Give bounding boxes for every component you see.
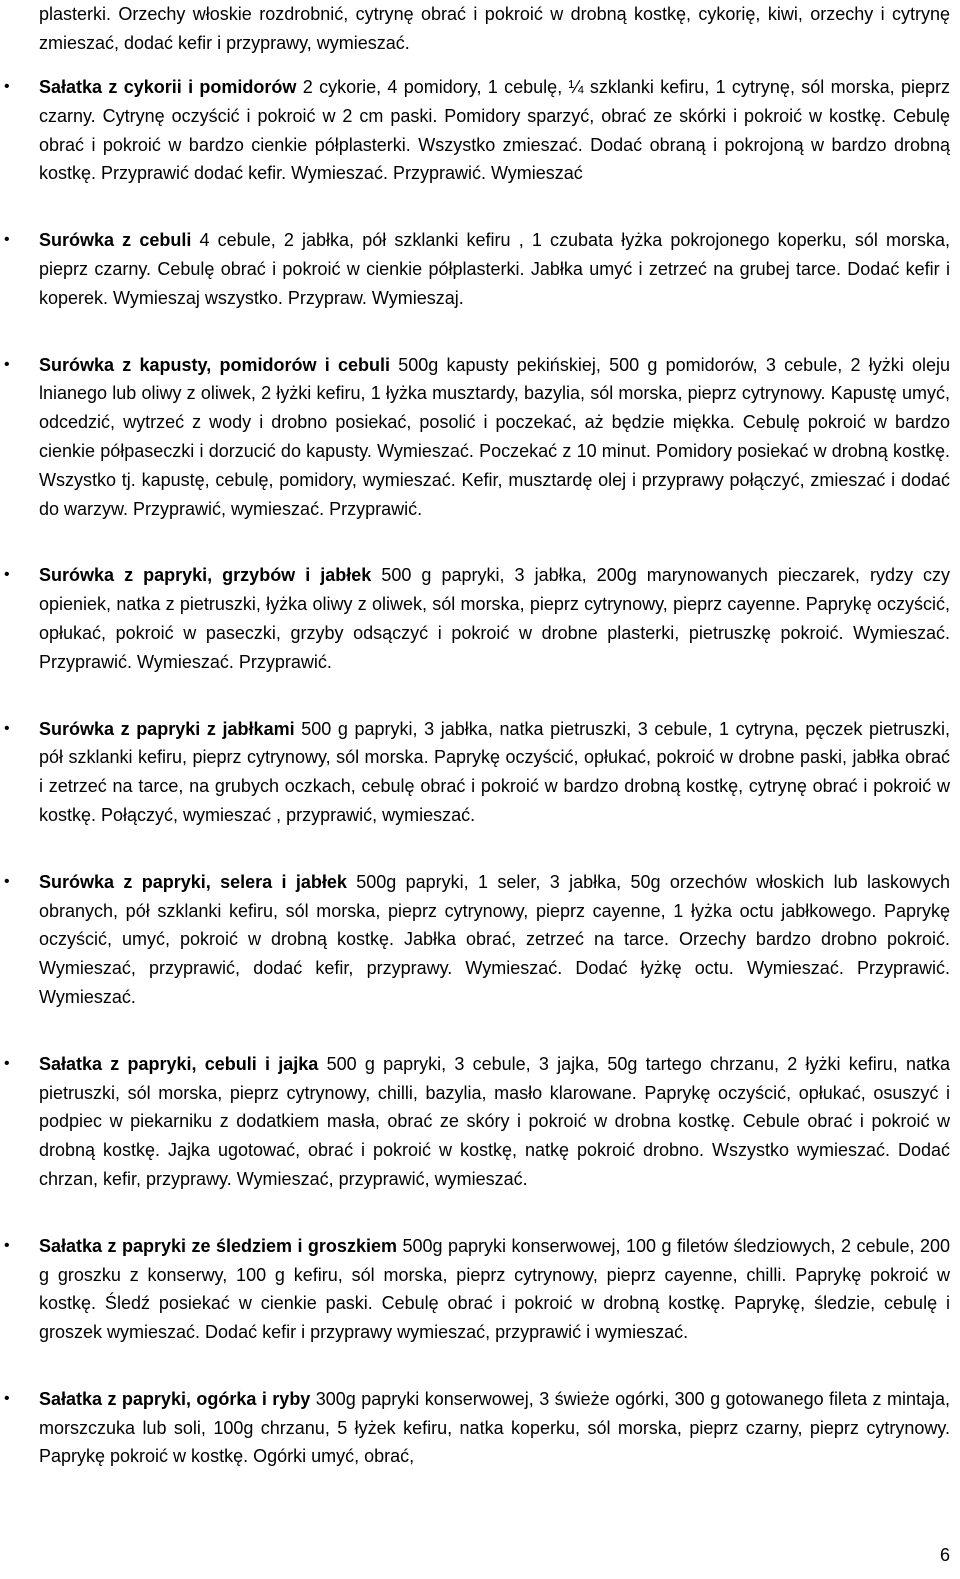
recipe-title: Sałatka z papryki ze śledziem i groszkiem — [39, 1235, 397, 1256]
bullet-icon: • — [4, 355, 10, 373]
intro-paragraph: plasterki. Orzechy włoskie rozdrobnić, cytrynę obrać i pokroić w drobną kostkę, cykorię, kiwi, orzechy i cytrynę zmieszać, dodać kefir i przyprawy, wymieszać. — [39, 4, 950, 53]
bullet-icon: • — [4, 231, 10, 249]
recipe-body: 500g kapusty pekińskiej, 500 g pomidorów, 3 cebule, 2 łyżki oleju lnianego lub oliwy z oliwek, 2 łyżki kefiru, 1 łyżka musztardy, bazylia, sól morska, pieprz cytrynowy. Kapustę umyć, odcedzić, wytrzeć z wody i drobno posiekać, posolić i poczekać, aż będzie miękka. Cebulę pokroić w bardzo cienkie półpaseczki i dorzucić do kapusty. Wymieszać. Poczekać z 10 minut. Pomidory posiekać w drobną kostkę. Wszystko tj. kapustę, cebulę, pomidory, wymieszać. Kefir, musztardę olej i przyprawy połączyć, zmieszać i dodać do warzyw. Przyprawić, wymieszać. Przyprawić. — [39, 354, 950, 519]
bullet-icon: • — [4, 1236, 10, 1254]
recipe-body: 500g papryki, 1 seler, 3 jabłka, 50g orzechów włoskich lub laskowych obranych, pół szklanki kefiru, sól morska, pieprz cytrynowy, pieprz cayenne, 1 łyżka octu jabłkowego. Paprykę oczyścić, umyć, pokroić w drobną kostkę. Jabłka obrać, zetrzeć na tarce. Orzechy bardzo drobno pokroić. Wymieszać, przyprawić, dodać kefir, przyprawy. Wymieszać. Dodać łyżkę octu. Wymieszać. Przyprawić. Wymieszać. — [39, 871, 950, 1007]
recipe-body: 500g papryki konserwowej, 100 g filetów śledziowych, 2 cebule, 200 g groszku z konserwy, 100 g kefiru, sól morska, pieprz cytrynowy, pieprz cayenne, chilli. Paprykę pokroić w kostkę. Śledź posiekać w cienkie paski. Cebulę obrać i pokroić w drobną kostkę. Paprykę, śledzie, cebulę i groszek wymieszać. Dodać kefir i przyprawy wymieszać, przyprawić i wymieszać. — [39, 1235, 950, 1343]
recipe-item — [0, 1232, 950, 1347]
recipe-item — [0, 226, 950, 312]
recipe-item — [0, 1050, 950, 1194]
bullet-icon: • — [4, 1389, 10, 1407]
recipe-body: 2 cykorie, 4 pomidory, 1 cebulę, ¼ szklanki kefiru, 1 cytrynę, sól morska, pieprz czarny. Cytrynę oczyścić i pokroić w 2 cm paski. Pomidory sparzyć, obrać ze skórki i pokroić w kostkę. Cebulę obrać i pokroić w bardzo cienkie półplasterki. Wszystko zmieszać. Dodać obraną i pokrojoną w bardzo drobną kostkę. Przyprawić dodać kefir. Wymieszać. Przyprawić. Wymieszać — [39, 77, 950, 184]
recipe-title: Surówka z cebuli — [39, 230, 192, 251]
recipe-item — [0, 1385, 950, 1471]
bullet-icon: • — [4, 1054, 10, 1072]
recipe-body: 500 g papryki, 3 jabłka, natka pietruszki, 3 cebule, 1 cytryna, pęczek pietruszki, pół szklanki kefiru, pieprz cytrynowy, sól morska. Paprykę oczyścić, opłukać, pokroić w drobne paski, jabłka obrać i zetrzeć na tarce, na grubych oczkach, cebulę obrać i pokroić w bardzo drobną kostkę, cytrynę obrać i pokroić w kostkę. Połączyć, wymieszać , przyprawić, wymieszać. — [39, 718, 951, 825]
recipe-title: Surówka z papryki z jabłkami — [39, 718, 295, 739]
bullet-icon: • — [4, 566, 10, 584]
recipe-item — [0, 561, 950, 676]
recipe-title: Sałatka z cykorii i pomidorów — [39, 77, 297, 97]
recipe-body: 300g papryki konserwowej, 3 świeże ogórki, 300 g gotowanego fileta z mintaja, morszczuka lub soli, 100g chrzanu, 5 łyżek kefiru, natka koperku, sól morska, pieprz czarny, pieprz cytrynowy. Paprykę pokroić w kostkę. Ogórki umyć, obrać, — [39, 1388, 950, 1467]
recipe-title: Surówka z papryki, selera i jabłek — [39, 871, 347, 892]
recipe-item — [0, 868, 950, 1012]
bullet-icon: • — [4, 78, 10, 95]
recipe-item — [0, 715, 950, 830]
recipe-body: 500 g papryki, 3 cebule, 3 jajka, 50g tartego chrzanu, 2 łyżki kefiru, natka pietruszki, sól morska, pieprz cytrynowy, chilli, bazylia, masło klarowane. Paprykę oczyścić, opłukać, osuszyć i podpiec w piekarniku z dodatkiem masła, obrać ze skóry i pokroić w drobna kostkę. Cebule obrać i pokroić w drobną kostkę. Jajka ugotować, obrać i pokroić w kostkę, natkę pokroić drobno. Wszystko wymieszać. Dodać chrzan, kefir, przyprawy. Wymieszać, przyprawić, wymieszać. — [39, 1053, 950, 1189]
recipe-body: 500 g papryki, 3 jabłka, 200g marynowanych pieczarek, rydzy czy opieniek, natka z pietruszki, łyżka oliwy z oliwek, sól morska, pieprz cytrynowy, pieprz cayenne. Paprykę oczyścić, opłukać, pokroić w paseczki, grzyby odsączyć i pokroić w drobne plasterki, pietruszkę pokroić. Wymieszać. Przyprawić. Wymieszać. Przyprawić. — [39, 565, 950, 672]
recipe-title: Sałatka z papryki, cebuli i jajka — [39, 1053, 319, 1074]
recipe-item — [0, 351, 950, 524]
recipe-list — [0, 73, 960, 1509]
recipe-title: Surówka z kapusty, pomidorów i cebuli — [39, 354, 390, 375]
bullet-icon: • — [4, 719, 10, 737]
page-number: 6 — [939, 1545, 950, 1565]
bullet-icon: • — [4, 872, 10, 890]
recipe-title: Sałatka z papryki, ogórka i ryby — [39, 1388, 311, 1409]
recipe-item — [0, 73, 950, 188]
recipe-title: Surówka z papryki, grzybów i jabłek — [39, 565, 372, 586]
recipe-body: 4 cebule, 2 jabłka, pół szklanki kefiru , 1 czubata łyżka pokrojonego koperku, sól morska, pieprz czarny. Cebulę obrać i pokroić w cienkie półplasterki. Jabłka umyć i zetrzeć na grubej tarce. Dodać kefir i koperek. Wymieszaj wszystko. Przypraw. Wymieszaj. — [39, 230, 950, 308]
